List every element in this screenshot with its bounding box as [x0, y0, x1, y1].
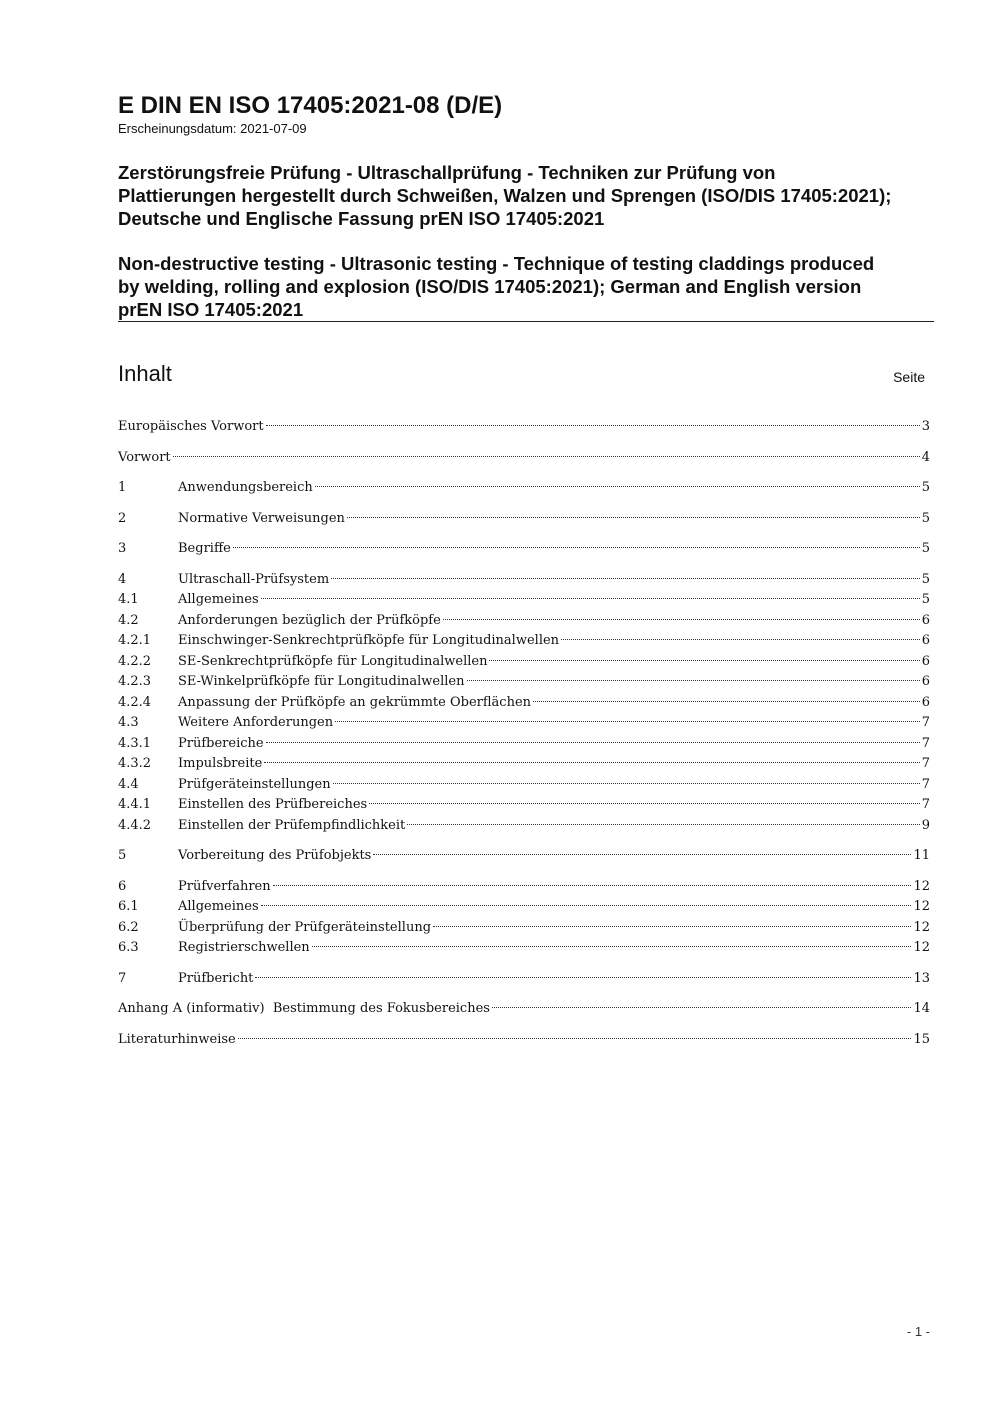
toc-entry[interactable]: [118, 918, 930, 939]
toc-leader-dots: [315, 486, 920, 487]
document-number: E DIN EN ISO 17405:2021-08 (D/E): [118, 92, 503, 119]
toc-leader-dots: [492, 1007, 911, 1008]
toc-entry[interactable]: [118, 897, 930, 918]
toc-entry-title: Allgemeines: [178, 592, 259, 607]
toc-leader-dots: [331, 578, 920, 579]
toc-entry-number: 4.4.2: [118, 817, 152, 833]
toc-entry-number: 4.1: [118, 592, 139, 607]
toc-entry[interactable]: [118, 846, 930, 867]
title-divider: [118, 321, 934, 322]
toc-leader-dots: [373, 854, 911, 855]
toc-entry-page: 7: [921, 797, 930, 812]
toc-entry[interactable]: [118, 775, 930, 796]
toc-entry-number: 4.4.1: [118, 797, 152, 812]
toc-entry-page: 7: [921, 756, 930, 771]
toc-entry[interactable]: [118, 539, 930, 560]
toc-entry-number: 6.2: [118, 919, 139, 935]
toc-entry-page: 15: [913, 1031, 930, 1047]
toc-entry-title: Anwendungsbereich: [178, 480, 313, 495]
toc-entry[interactable]: [118, 672, 930, 693]
toc-entry-number: 4.2.4: [118, 694, 152, 710]
toc-entry-title: Allgemeines: [178, 899, 259, 914]
title-german: Zerstörungsfreie Prüfung - Ultraschallprüfung - Techniken zur Prüfung von Plattierungen hergestellt durch Schweißen, Walzen und Sprengen (ISO/DIS 17405:2021); Deutsche und Englische Fassung prEN ISO 17405:2021: [118, 162, 892, 229]
toc-leader-dots: [347, 517, 920, 518]
toc-entry-page: 5: [921, 592, 930, 607]
toc-entry-title: Begriffe: [178, 541, 231, 556]
toc-leader-dots: [264, 762, 919, 763]
toc-entry-page: 12: [913, 878, 930, 894]
toc-entry[interactable]: [118, 713, 930, 734]
toc-entry[interactable]: [118, 478, 930, 499]
toc-entry-number: 4.2: [118, 612, 139, 628]
toc-entry-number: 6: [118, 878, 127, 894]
toc-entry[interactable]: [118, 795, 930, 816]
toc-entry-page: 7: [921, 776, 930, 792]
toc-entry-title: Weitere Anforderungen: [178, 715, 334, 730]
toc-heading: Inhalt: [118, 361, 172, 386]
toc-leader-dots: [561, 639, 920, 640]
toc-entry[interactable]: [118, 754, 930, 775]
toc-entry-title: Prüfverfahren: [178, 878, 271, 894]
toc-entry-page: 6: [921, 612, 930, 628]
toc-leader-dots: [238, 1038, 912, 1039]
toc-leader-dots: [443, 619, 920, 620]
toc-entry[interactable]: [118, 509, 930, 530]
toc-entry-number: 4.2.3: [118, 674, 152, 689]
toc-entry-title: Einstellen der Prüfempfindlichkeit: [178, 817, 406, 833]
toc-entry-page: 6: [921, 653, 930, 669]
toc-leader-dots: [335, 721, 920, 722]
toc-entry-number: 6.3: [118, 940, 139, 955]
toc-entry-number: 3: [118, 541, 127, 556]
toc-entry-title: Anhang A (informativ) Bestimmung des Fokusbereiches: [118, 1001, 490, 1016]
toc-leader-dots: [312, 946, 912, 947]
toc-entry-title: SE-Winkelprüfköpfe für Longitudinalwellen: [178, 674, 465, 689]
toc-entry-page: 5: [921, 480, 930, 495]
publication-date: Erscheinungsdatum: 2021-07-09: [118, 121, 307, 136]
toc-entry-number: 4.2.1: [118, 633, 152, 648]
toc-entry-page: 11: [913, 848, 930, 863]
toc-page-column-label: Seite: [893, 369, 925, 385]
toc-entry-page: 6: [921, 674, 930, 689]
toc-entry-number: 4.4: [118, 776, 139, 792]
title-english: Non-destructive testing - Ultrasonic testing - Technique of testing claddings produced by welding, rolling and explosion (ISO/DIS 17405:2021); German and English version prEN ISO 17405:2021: [118, 253, 875, 320]
toc-entry[interactable]: [118, 652, 930, 673]
toc-entry-title: SE-Senkrechtprüfköpfe für Longitudinalwellen: [178, 653, 488, 669]
toc-entry[interactable]: [118, 590, 930, 611]
toc-entry-number: 1: [118, 480, 127, 495]
toc-entry-page: 9: [921, 817, 930, 833]
toc-entry-title: Ultraschall-Prüfsystem: [178, 571, 330, 587]
toc-leader-dots: [173, 456, 920, 457]
toc-leader-dots: [261, 905, 912, 906]
toc-entry-page: 13: [913, 970, 930, 986]
toc-entry-title: Vorbereitung des Prüfobjekts: [178, 848, 372, 863]
toc-leader-dots: [533, 701, 920, 702]
toc-entry-number: 4: [118, 571, 127, 587]
toc-entry-title: Vorwort: [118, 449, 171, 465]
toc-entry-number: 7: [118, 970, 127, 986]
toc-entry-title: Europäisches Vorwort: [118, 419, 264, 434]
toc-entry-number: 4.3.1: [118, 735, 152, 751]
toc-entry-page: 12: [913, 899, 930, 914]
toc-entry[interactable]: [118, 631, 930, 652]
toc-leader-dots: [369, 803, 920, 804]
toc-leader-dots: [266, 425, 920, 426]
page-number: - 1 -: [906, 1324, 930, 1339]
toc-leader-dots: [255, 977, 911, 978]
toc-entry-page: 6: [921, 694, 930, 710]
toc-entry-title: Anpassung der Prüfköpfe an gekrümmte Oberflächen: [178, 694, 532, 710]
toc-entry-title: Prüfgeräteinstellungen: [178, 776, 331, 792]
toc-entry[interactable]: [118, 693, 930, 714]
toc-entry-page: 7: [921, 735, 930, 751]
toc-entry[interactable]: [118, 570, 930, 591]
toc-entry-page: 12: [913, 940, 930, 955]
toc-entry-title: Prüfbereiche: [178, 735, 264, 751]
toc-entry-number: 4.3: [118, 715, 139, 730]
toc-entry-page: 6: [921, 633, 930, 648]
toc-entry[interactable]: [118, 417, 930, 438]
toc-entry-number: 6.1: [118, 899, 139, 914]
toc-entry-page: 3: [921, 419, 930, 434]
toc-entry-title: Impulsbreite: [178, 756, 263, 771]
toc-leader-dots: [489, 660, 919, 661]
toc-entry-title: Registrierschwellen: [178, 940, 310, 955]
toc-leader-dots: [433, 926, 911, 927]
toc-entry-number: 4.2.2: [118, 653, 152, 669]
toc-entry-page: 12: [913, 919, 930, 935]
toc-leader-dots: [407, 824, 919, 825]
toc-leader-dots: [266, 742, 920, 743]
toc-entry-title: Normative Verweisungen: [178, 510, 345, 526]
toc-entry-title: Prüfbericht: [178, 970, 254, 986]
toc-entry-title: Einstellen des Prüfbereiches: [178, 797, 368, 812]
toc-leader-dots: [233, 547, 920, 548]
toc-leader-dots: [333, 783, 920, 784]
toc-entry[interactable]: [118, 969, 930, 990]
toc-entry[interactable]: [118, 448, 930, 469]
toc-leader-dots: [261, 598, 920, 599]
toc-entry[interactable]: [118, 611, 930, 632]
toc-leader-dots: [467, 680, 920, 681]
toc-entry[interactable]: [118, 816, 930, 837]
toc-entry[interactable]: [118, 734, 930, 755]
table-of-contents: [118, 417, 930, 1050]
toc-entry-page: 7: [921, 715, 930, 730]
toc-entry-page: 5: [921, 510, 930, 526]
toc-entry-number: 4.3.2: [118, 756, 152, 771]
toc-leader-dots: [273, 885, 912, 886]
toc-entry-page: 14: [913, 1001, 930, 1016]
toc-entry[interactable]: [118, 1030, 930, 1051]
toc-entry-title: Überprüfung der Prüfgeräteinstellung: [178, 919, 432, 935]
toc-entry-page: 5: [921, 541, 930, 556]
toc-entry[interactable]: [118, 877, 930, 898]
toc-entry-title: Einschwinger-Senkrechtprüfköpfe für Longitudinalwellen: [178, 633, 560, 648]
toc-entry-title: Anforderungen bezüglich der Prüfköpfe: [178, 612, 441, 628]
toc-entry-number: 5: [118, 848, 127, 863]
toc-entry-page: 5: [921, 571, 930, 587]
toc-entry-number: 2: [118, 510, 127, 526]
toc-entry[interactable]: [118, 938, 930, 959]
toc-entry-page: 4: [921, 449, 930, 465]
toc-entry-title: Literaturhinweise: [118, 1031, 236, 1047]
toc-entry[interactable]: [118, 999, 930, 1020]
